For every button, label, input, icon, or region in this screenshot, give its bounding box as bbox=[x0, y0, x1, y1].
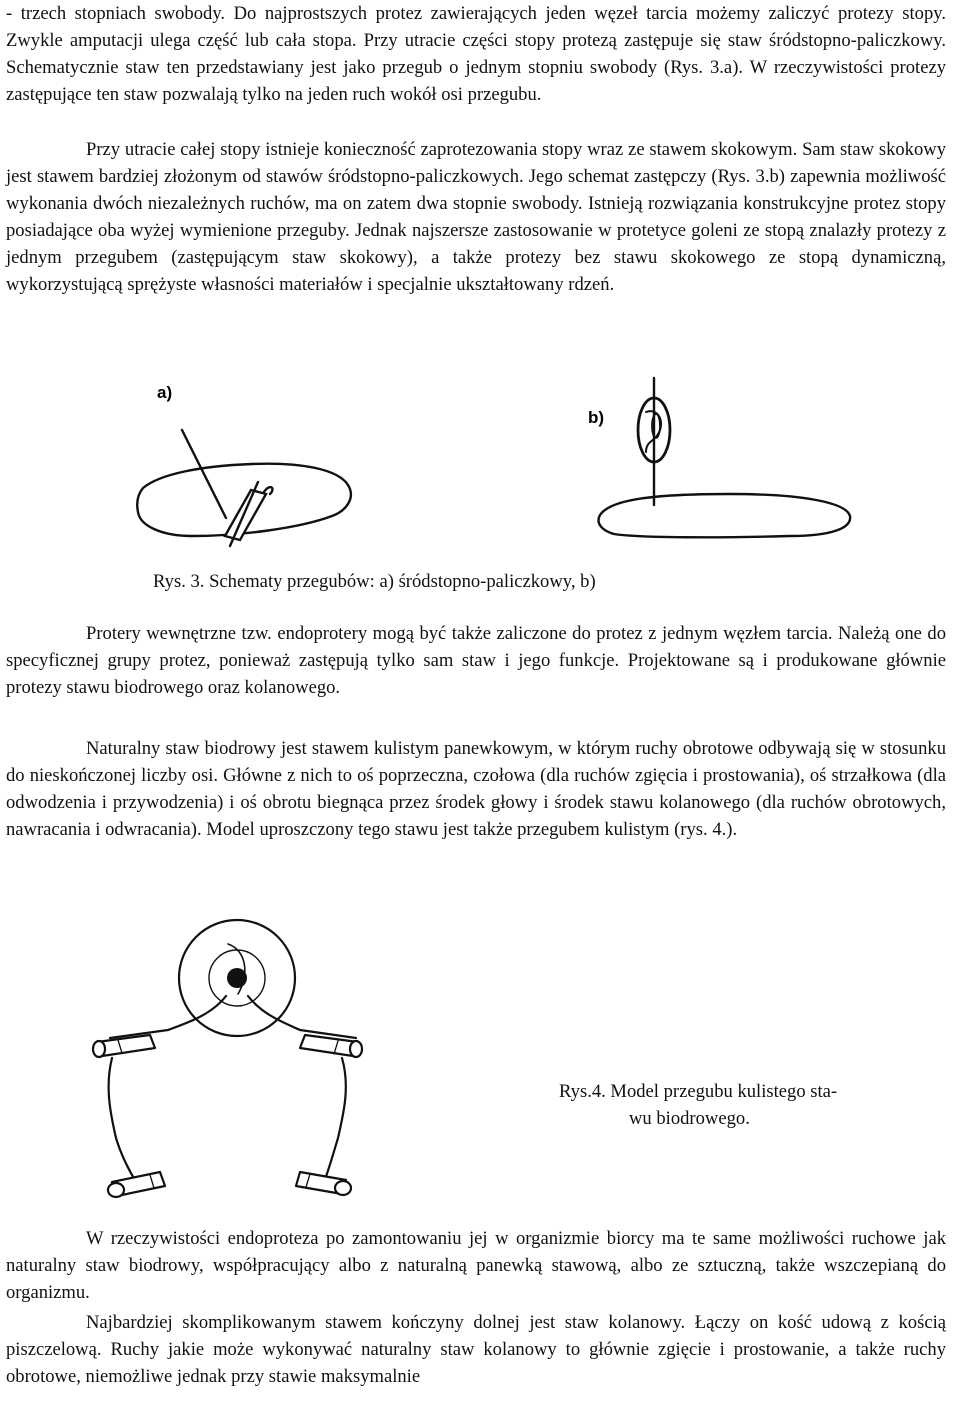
paragraph-knee-joint: Najbardziej skomplikowanym stawem kończyny dolnej jest staw kolanowy. Łączy on kość udową z kością piszczelową. Ruchy jakie może wykonywać naturalny staw kolanowy to głównie zgięcie i prostowanie, a także ruchy obrotowe, niemożliwe jednak przy stawie maksymalnie bbox=[6, 1312, 946, 1387]
figure-4-caption-line-1: Rys.4. Model przegubu kulistego sta- bbox=[559, 1081, 838, 1102]
paragraph-ankle-joint: Przy utracie całej stopy istnieje konieczność zaprotezowania stopy wraz ze stawem skokowym. Sam staw skokowy jest stawem bardziej złożonym od stawów śródstopno-paliczkowych. Jego schemat zastępczy (Rys. 3.b) zapewnia możliwość wykonania dwóch niezależnych ruchów, ma on zatem dwa stopnie swobody. Istnieją rozwiązania konstrukcyjne protez stopy posiadające oba wyżej wymienione przeguby. Jednak najszersze zastosowanie w protetyce goleni ze stopą znalazły protezy z jednym przegubem (zastępującym staw skokowy), a także protezy bez stawu skokowego ze stopą dynamiczną, wykorzystującą sprężyste własności materiałów i specjalnie ukształtowany rdzeń. bbox=[6, 139, 946, 295]
figure-3b-label: b) bbox=[588, 408, 605, 427]
figure-3a-label: a) bbox=[157, 383, 173, 402]
figure-3-caption: Rys. 3. Schematy przegubów: a) śródstopno-paliczkowy, b) bbox=[153, 571, 596, 592]
figure-4-caption bbox=[559, 1078, 939, 1132]
figure-3b-ankle-drawing bbox=[599, 378, 851, 537]
figure-4-hip-joint-model bbox=[0, 910, 540, 1210]
figure-4-caption-line-2: wu biodrowego. bbox=[629, 1108, 750, 1129]
figure-3-joint-schematics bbox=[0, 370, 960, 570]
paragraph-endoprosthesis-function: W rzeczywistości endoproteza po zamontowaniu jej w organizmie biorcy ma te same możliwości ruchowe jak naturalny staw biodrowy, współpracujący albo z naturalną panewką stawową, albo ze sztuczną, także wszczepianą do organizmu. bbox=[6, 1228, 946, 1303]
figure-3a-metatarsophalangeal-drawing bbox=[137, 430, 351, 546]
paragraph-hip-joint: Naturalny staw biodrowy jest stawem kulistym panewkowym, w którym ruchy obrotowe odbywają się w stosunku do nieskończonej liczby osi. Główne z nich to oś poprzeczna, czołowa (dla ruchów zgięcia i prostowania), oś strzałkowa (dla odwodzenia i przywodzenia) i oś obrotu biegnąca przez środek głowy i środek stawu kolanowego (dla ruchów obrotowych, nawracania i odwracania). Model uproszczony tego stawu jest także przegubem kulistym (rys. 4.). bbox=[6, 738, 946, 840]
paragraph-endoprosthesis: Protery wewnętrzne tzw. endoprotery mogą być także zaliczone do protez z jednym węzłem tarcia. Należą one do specyficznej grupy protez, ponieważ zastępują tylko sam staw i jego funkcje. Projektowane są i produkowane głównie protezy stawu biodrowego oraz kolanowego. bbox=[6, 623, 946, 698]
paragraph-foot-prosthesis: - trzech stopniach swobody. Do najprostszych protez zawierających jeden węzeł tarcia możemy zaliczyć protezy stopy. Zwykle amputacji ulega część lub cała stopa. Przy utracie części stopy protezą zastępuje się staw śródstopno-paliczkowy. Schematycznie staw ten przedstawiany jest jako przegub o jednym stopniu swobody (Rys. 3.a). W rzeczywistości protezy zastępujące ten staw pozwalają tylko na jeden ruch wokół osi przegubu. bbox=[6, 3, 946, 105]
